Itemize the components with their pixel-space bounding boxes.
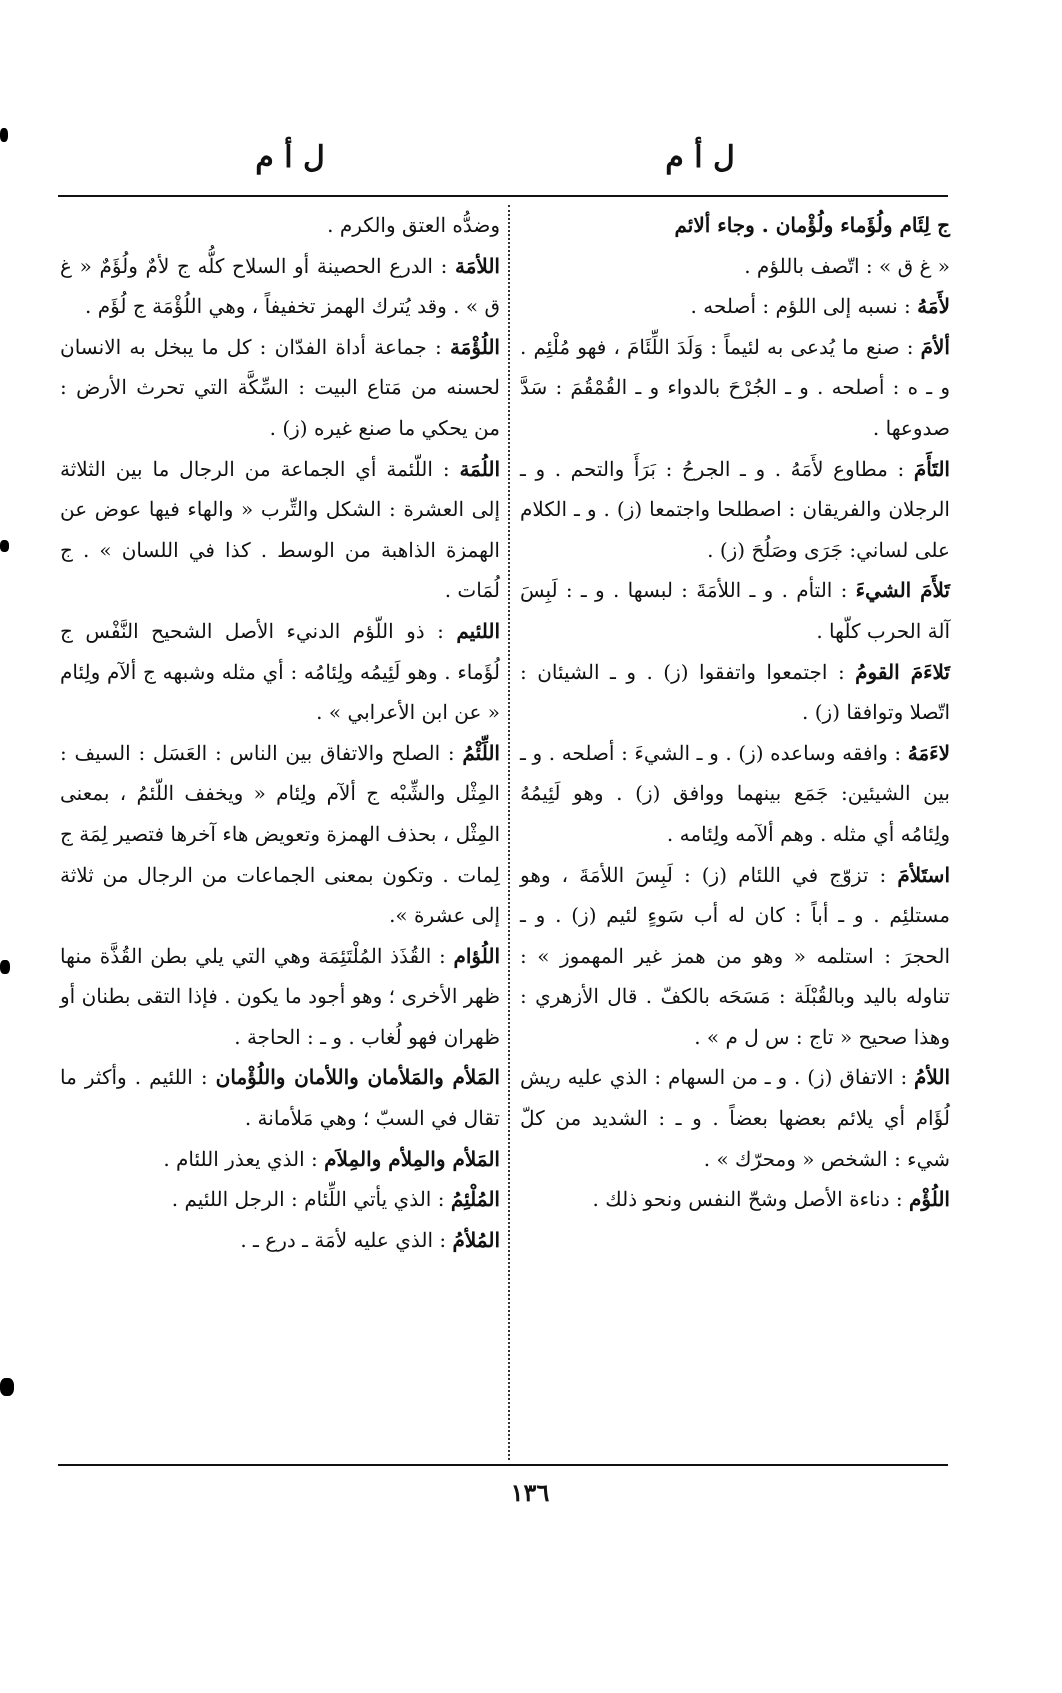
entry: [60, 733, 500, 936]
entry-text: : نسبه إلى اللؤم : أصلحه .: [690, 294, 918, 319]
entry: [60, 205, 500, 246]
entry-headword: تَلاءَمَ القومُ: [855, 659, 951, 684]
entry: [60, 611, 500, 733]
top-rule: [58, 195, 948, 197]
scan-mark: [0, 1378, 14, 1396]
entry: [60, 246, 500, 327]
entry: [60, 1139, 500, 1180]
entry: [520, 286, 950, 327]
entry-text: : الدرع الحصينة أو السلاح كلُّه ج لأمٌ ولُؤَمٌ « غ ق » . وقد يُترك الهمز تخفيفاً ، وهي اللُؤْمَة ج لُؤَم .: [60, 253, 500, 319]
entry: [520, 327, 950, 449]
entry-headword: اللئيم: [456, 618, 500, 643]
entry-headword: ألأمَ: [920, 334, 950, 359]
entry-text: : دناءة الأصل وشحّ النفس ونحو ذلك .: [592, 1187, 909, 1212]
entry: [60, 327, 500, 449]
entry: [520, 855, 950, 1058]
scan-mark: [0, 540, 9, 552]
entry: [60, 449, 500, 611]
entry-text: : الذي يأتي اللِّئام : الرجل اللئيم .: [171, 1187, 451, 1212]
entry-headword: اللُؤام: [453, 943, 500, 968]
entry-text: : الذي عليه لأمَة ـ درع ـ .: [240, 1227, 453, 1252]
page-number: ١٣٦: [510, 1478, 550, 1507]
entry-text: وضدُّه العتق والكرم .: [327, 213, 500, 237]
entry-headword: اللِّئْمُ: [462, 740, 500, 765]
entry-headword: المُلْئِمُ: [450, 1187, 500, 1212]
entry-text: : الصلح والاتفاق بين الناس : العَسَل : السيف : المِثْل والشِّبْه ج ألآم ولِئام « ويخفف اللّئمُ ، بمعنى المِثْل ، بحذف الهمزة وتعويض هاء آخرها فتصير لِمَة ج لِمات . وتكون بمعنى الجماعات من الرجال من ثلاثة إلى عشرة ».: [60, 740, 500, 928]
entry-text: : الاتفاق (ز) . و ـ من السهام : الذي عليه ريش لُؤَام أي يلائم بعضها بعضاً . و ـ : الشديد من كلّ شيء : الشخص « ومحرّك » .: [520, 1065, 950, 1171]
entry-text: : اللئيم . وأكثر ما تقال في السبّ ؛ وهي مَلأمانة .: [60, 1065, 500, 1131]
column-divider: [508, 205, 510, 1460]
entry-headword: استَلأمَ: [897, 862, 950, 887]
entry: [520, 733, 950, 855]
running-header-right: ل أ م: [665, 140, 735, 175]
entry: [60, 936, 500, 1058]
bottom-rule: [58, 1464, 948, 1466]
entry-headword: المَلأم والمِلأم والمِلاَم: [324, 1146, 500, 1171]
entry: [60, 1220, 500, 1261]
scan-mark: [0, 960, 10, 974]
entry-headword: لاءَمَهُ: [907, 740, 950, 765]
entry-headword: اللُمَة: [459, 456, 500, 481]
right-column: [520, 205, 950, 1220]
entry-headword: ج لِئَام ولُؤَماء ولُؤْمان . وجاء ألائم: [674, 213, 950, 237]
entry-text: : ذو اللّؤم الدنيء الأصل الشحيح النَّفْس ج لُؤَماء . وهو لَئِيمُه ولِئامُه : أي مثله وشبهه ج ألآم ولِئام « عن ابن الأعرابي » .: [60, 618, 500, 725]
entry-headword: تَلأَمَ الشيءَ: [855, 578, 951, 603]
entry: [520, 652, 950, 733]
entry: [520, 449, 950, 571]
entry-text: : التأم . و ـ اللأمَةَ : لبسها . و ـ : لَبِسَ آلة الحرب كلّها .: [520, 578, 950, 643]
entry-text: : مطاوع لأَمَهُ . و ـ الجرحُ : بَرَأَ والتحم . و ـ الرجلان والفريقان : اصطلحا واجتمعا (ز) . و ـ الكلام على لساني: جَرَى وصَلُحَ (ز) .: [520, 456, 950, 562]
entry: [520, 1057, 950, 1179]
entry-text: : وافقه وساعده (ز) . و ـ الشيءَ : أصلحه . و ـ بين الشيئين: جَمَع بينهما ووافق (ز) . وهو لَئِيمُهُ ولِئامُه أي مثله . وهم ألآمه ولِئامه .: [520, 740, 950, 846]
entry-text: : القُذَذ المُلْتَئِمَة وهي التي يلي بطن القُذَّة منها ظهر الأخرى ؛ وهو أجود ما يكون . فإذا التقى بطنان أو ظهران فهو لُغاب . و ـ : الحاجة .: [60, 943, 500, 1049]
entry-text: : جماعة أداة الفدّان : كل ما يبخل به الانسان لحسنه من مَتاع البيت : السِّكَّة التي تحرث الأرض : من يحكي ما صنع غيره (ز) .: [60, 334, 500, 440]
entry: [520, 205, 950, 246]
entry-text: : تزوّج في اللئام (ز) : لَبِسَ اللأمَةَ ، وهو مستلئِم . و ـ أباً : كان له أب سَوءٍ لئيم (ز) . و ـ الحجرَ : استلمه « وهو من همز غير المهموز » : تناوله باليد وبالقُبْلَة : مَسَحَه بالكفّ . قال الأزهري : وهذا صحيح « تاج : س ل م » .: [520, 862, 950, 1049]
entry: [520, 570, 950, 651]
entry-headword: اللأمُ: [914, 1065, 950, 1090]
entry: [60, 1057, 500, 1138]
left-column: [60, 205, 500, 1260]
entry-headword: المَلأم والمَلأمان واللأمان واللُؤْمان: [215, 1065, 500, 1090]
entry: [520, 246, 950, 287]
entry-headword: اللُؤْمَة: [449, 334, 500, 359]
entry-text: : اللّئمة أي الجماعة من الرجال ما بين الثلاثة إلى العشرة : الشكل والتِّرب « والهاء فيها عوض عن الهمزة الذاهبة من الوسط . كذا في اللسان » . ج لُمَات .: [60, 456, 500, 603]
entry-headword: التَأَمَ: [913, 456, 950, 481]
entry: [60, 1179, 500, 1220]
entry-text: : اجتمعوا واتفقوا (ز) . و ـ الشيئان : اتّصلا وتوافقا (ز) .: [520, 659, 950, 725]
entry-headword: لأَمَهُ: [917, 294, 950, 319]
entry-headword: المُلأمُ: [452, 1227, 500, 1252]
entry-headword: اللأمَة: [454, 253, 500, 278]
scan-mark: [0, 128, 8, 142]
entry-text: : صنع ما يُدعى به لئيماً : وَلَدَ اللِّئَامَ ، فهو مُلْئِم . و ـ ه : أصلحه . و ـ الجُرْحَ بالدواء و ـ القُمْقُمَ : سَدَّ صدوعها .: [520, 334, 950, 440]
entry: [520, 1179, 950, 1220]
entry-headword: اللُؤْم: [909, 1187, 950, 1212]
entry-text: « غ ق » : اتّصف باللؤم .: [744, 253, 950, 278]
running-header-left: ل أ م: [255, 140, 325, 175]
entry-text: : الذي يعذر اللئام .: [163, 1146, 325, 1171]
